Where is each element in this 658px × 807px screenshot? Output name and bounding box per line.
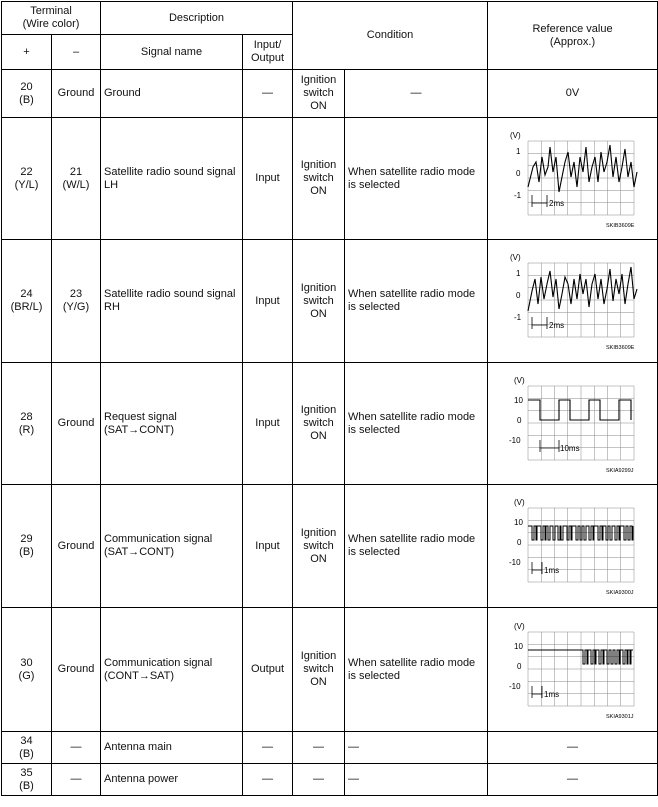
scope-y-mid: 0 xyxy=(515,291,520,300)
reference-value xyxy=(488,240,658,363)
ignition-state: Ignition switch ON xyxy=(293,240,345,363)
io-type: — xyxy=(243,764,293,796)
table-row xyxy=(2,70,658,118)
condition: When satellite radio mode is selected xyxy=(345,485,488,608)
request-signal-scope xyxy=(498,372,648,476)
signal-name: Request signal (SAT→CONT) xyxy=(101,363,243,485)
scope-y-lo: -1 xyxy=(513,190,521,200)
io-header: Input/ Output xyxy=(243,35,293,70)
scope-unit: (V) xyxy=(509,130,521,140)
signal-name: Satellite radio sound signal RH xyxy=(101,240,243,363)
waveform-trace xyxy=(528,400,631,420)
reference-value xyxy=(488,608,658,732)
waveform-rh-scope xyxy=(498,249,648,353)
minus-terminal: — xyxy=(52,732,101,764)
signal-name: Antenna power xyxy=(101,764,243,796)
table-row xyxy=(2,764,658,796)
scope-y-hi: 1 xyxy=(515,146,520,156)
plus-terminal: 28 (R) xyxy=(2,363,52,485)
ignition-state: Ignition switch ON xyxy=(293,363,345,485)
plus-terminal: 29 (B) xyxy=(2,485,52,608)
scope-y-mid: 0 xyxy=(516,538,521,547)
condition: When satellite radio mode is selected xyxy=(345,608,488,732)
scope-grid xyxy=(528,263,634,337)
terminal-header: Terminal (Wire color) xyxy=(2,2,101,35)
time-scale xyxy=(532,317,547,329)
figure-code: SKIA9299J xyxy=(605,467,634,474)
comm-signal-29-scope xyxy=(498,494,648,598)
ignition-state: Ignition switch ON xyxy=(293,70,345,118)
reference-value xyxy=(488,118,658,240)
signal-name: Communication signal (SAT→CONT) xyxy=(101,485,243,608)
reference-value: 0V xyxy=(488,70,658,118)
io-type: Input xyxy=(243,118,293,240)
io-type: — xyxy=(243,732,293,764)
condition: When satellite radio mode is selected xyxy=(345,363,488,485)
minus-header: – xyxy=(52,35,101,70)
signal-name: Satellite radio sound signal LH xyxy=(101,118,243,240)
scope-y-mid: 0 xyxy=(516,661,521,671)
scope-y-mid: 0 xyxy=(516,415,521,425)
table-row xyxy=(2,732,658,764)
scope-unit: (V) xyxy=(509,253,521,262)
scope-y-mid: 0 xyxy=(515,168,520,178)
scope-unit: (V) xyxy=(513,498,525,507)
waveform-trace xyxy=(528,650,633,664)
ignition-state: Ignition switch ON xyxy=(293,118,345,240)
condition: When satellite radio mode is selected xyxy=(345,118,488,240)
figure-code: SKIA9300J xyxy=(605,590,634,596)
signal-name: Antenna main xyxy=(101,732,243,764)
reference-value xyxy=(488,363,658,485)
signal-name: Communication signal (CONT→SAT) xyxy=(101,608,243,732)
condition: When satellite radio mode is selected xyxy=(345,240,488,363)
scope-y-lo: -1 xyxy=(513,313,521,322)
scope-y-lo: -10 xyxy=(508,435,521,445)
io-type: Output xyxy=(243,608,293,732)
minus-terminal: Ground xyxy=(52,70,101,118)
plus-terminal: 22 (Y/L) xyxy=(2,118,52,240)
scope-unit: (V) xyxy=(513,375,525,385)
figure-code: SKIB3609E xyxy=(605,345,634,351)
table-row xyxy=(2,240,658,363)
scope-y-hi: 10 xyxy=(513,395,523,405)
comm-signal-30-scope xyxy=(498,618,648,722)
io-type: Input xyxy=(243,240,293,363)
scope-y-lo: -10 xyxy=(508,558,521,567)
condition-header: Condition xyxy=(293,2,488,70)
reference-value xyxy=(488,485,658,608)
condition: — xyxy=(345,70,488,118)
description-header: Description xyxy=(101,2,293,35)
scope-time: 1ms xyxy=(543,566,559,575)
plus-terminal: 34 (B) xyxy=(2,732,52,764)
scope-y-hi: 1 xyxy=(515,269,520,278)
time-scale xyxy=(532,686,542,698)
table-row xyxy=(2,485,658,608)
minus-terminal: Ground xyxy=(52,363,101,485)
reference-header: Reference value (Approx.) xyxy=(488,2,658,70)
table-row xyxy=(2,118,658,240)
condition: — xyxy=(345,732,488,764)
plus-terminal: 24 (BR/L) xyxy=(2,240,52,363)
io-type: Input xyxy=(243,363,293,485)
scope-time: 10ms xyxy=(559,443,580,453)
minus-terminal: Ground xyxy=(52,485,101,608)
waveform-lh-scope xyxy=(498,127,648,231)
time-scale xyxy=(532,562,542,574)
ignition-state: Ignition switch ON xyxy=(293,485,345,608)
plus-header: + xyxy=(2,35,52,70)
time-scale xyxy=(532,195,547,207)
plus-terminal: 35 (B) xyxy=(2,764,52,796)
signal-name-header: Signal name xyxy=(101,35,243,70)
scope-time: 2ms xyxy=(548,198,564,208)
scope-time: 1ms xyxy=(543,689,559,699)
scope-y-hi: 10 xyxy=(513,518,523,527)
ignition-state: — xyxy=(293,732,345,764)
minus-terminal: Ground xyxy=(52,608,101,732)
reference-value: — xyxy=(488,732,658,764)
scope-unit: (V) xyxy=(513,621,525,631)
waveform-trace xyxy=(528,526,633,540)
figure-code: SKIA9301J xyxy=(605,713,634,720)
minus-terminal: — xyxy=(52,764,101,796)
io-type: Input xyxy=(243,485,293,608)
condition: — xyxy=(345,764,488,796)
signal-name: Ground xyxy=(101,70,243,118)
io-type: — xyxy=(243,70,293,118)
table-row xyxy=(2,608,658,732)
ignition-state: — xyxy=(293,764,345,796)
minus-terminal: 21 (W/L) xyxy=(52,118,101,240)
scope-time: 2ms xyxy=(548,321,564,330)
plus-terminal: 20 (B) xyxy=(2,70,52,118)
terminal-table xyxy=(1,1,658,796)
figure-code: SKIB3609E xyxy=(605,222,634,229)
scope-grid xyxy=(528,386,634,460)
minus-terminal: 23 (Y/G) xyxy=(52,240,101,363)
plus-terminal: 30 (G) xyxy=(2,608,52,732)
scope-y-hi: 10 xyxy=(513,641,523,651)
scope-y-lo: -10 xyxy=(508,681,521,691)
table-row xyxy=(2,363,658,485)
ignition-state: Ignition switch ON xyxy=(293,608,345,732)
reference-value: — xyxy=(488,764,658,796)
time-scale xyxy=(540,440,559,452)
